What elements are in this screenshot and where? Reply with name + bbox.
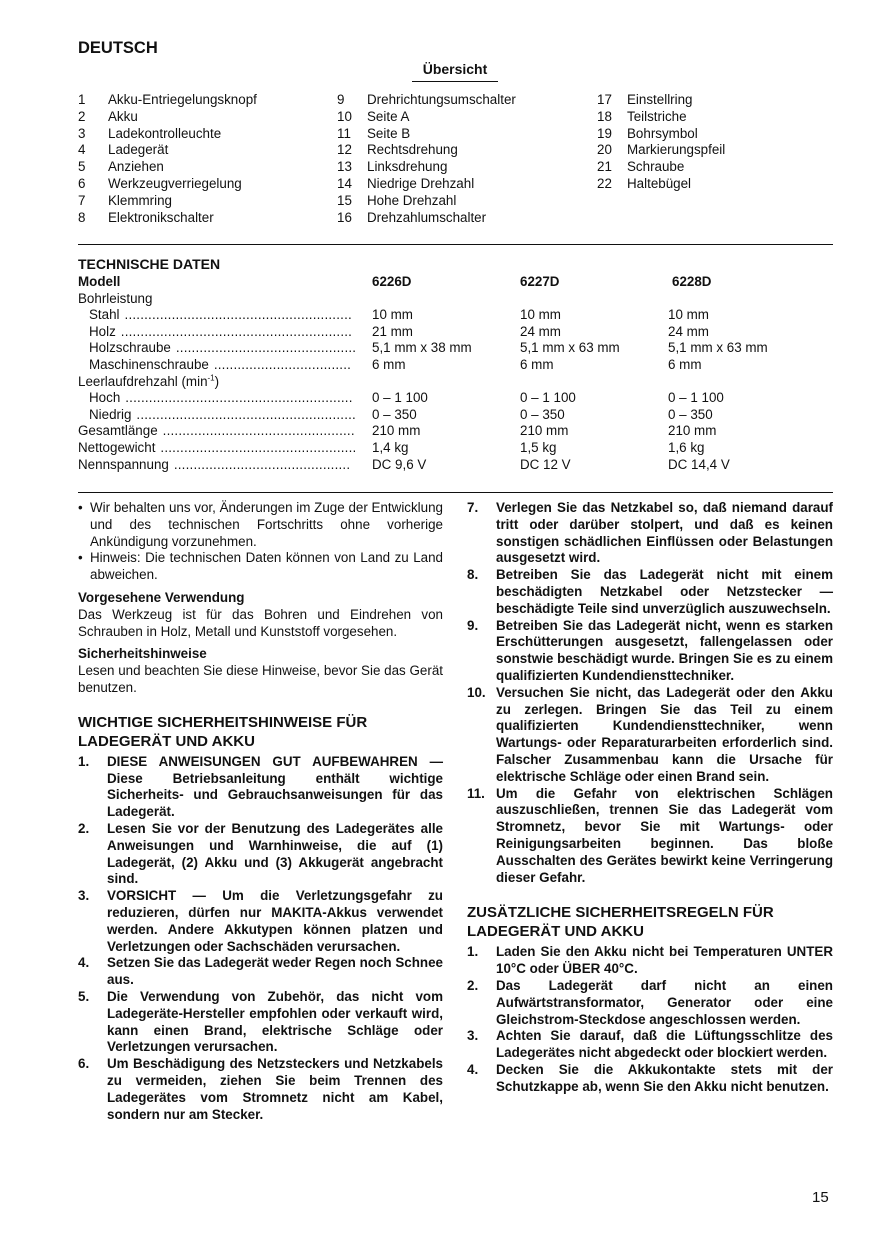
divider xyxy=(78,244,833,245)
specs-row xyxy=(78,307,838,324)
overview-item xyxy=(337,210,516,227)
overview-item xyxy=(597,109,725,126)
intended-use-title: Vorgesehene Verwendung xyxy=(78,589,245,605)
item-number: 8 xyxy=(78,209,86,225)
spec-label xyxy=(89,307,352,324)
page-number: 15 xyxy=(812,1189,829,1206)
overview-item xyxy=(597,176,725,193)
numbered-item xyxy=(467,1028,833,1062)
overview-item xyxy=(78,210,257,227)
bullet-text: Wir behalten uns vor, Änderungen im Zuge der Entwicklung und des technischen Fortschritts ohne vorherige Ankündigung vorzunehmen. xyxy=(90,500,443,549)
item-text: Betreiben Sie das Ladegerät nicht mit einem beschädigten Netzkabel oder Netzstecker — beschädigte Teile sind unverzüglich auszuwechseln. xyxy=(496,567,833,616)
item-text: DIESE ANWEISUNGEN GUT AUFBEWAHREN — Diese Betriebsanleitung enthält wichtige Sicherheits- und Gebrauchsanweisungen für das Ladegerät. xyxy=(107,753,443,820)
item-number: 2. xyxy=(467,977,479,993)
specs-row xyxy=(78,340,838,357)
item-number: 7 xyxy=(78,192,86,208)
bullet-item xyxy=(78,550,443,584)
spec-value: 10 mm xyxy=(520,307,561,323)
numbered-item xyxy=(467,500,833,567)
item-label: Werkzeugverriegelung xyxy=(108,175,242,191)
specs-header-row xyxy=(78,274,838,291)
item-label: Ladekontrolleuchte xyxy=(108,125,222,141)
overview-item xyxy=(337,126,516,143)
item-label: Akku xyxy=(108,108,138,124)
spec-label-text: Bohrleistung xyxy=(78,290,153,306)
overview-item xyxy=(78,176,257,193)
leader-dots: ............................................. xyxy=(173,456,351,472)
item-label: Linksdrehung xyxy=(367,159,448,175)
overview-column-3 xyxy=(597,92,725,193)
overview-item xyxy=(78,92,257,109)
item-number: 18 xyxy=(597,108,612,124)
additional-rules-list xyxy=(467,944,833,1095)
bullet-list xyxy=(78,500,443,584)
numbered-item xyxy=(467,685,833,786)
spec-value: 0 – 1 100 xyxy=(520,390,576,406)
spec-value: 5,1 mm x 63 mm xyxy=(668,340,768,356)
spec-value: 210 mm xyxy=(372,423,421,439)
spec-value: 0 – 350 xyxy=(372,406,417,422)
item-number: 1. xyxy=(467,944,479,960)
spec-value: 6 mm xyxy=(668,356,702,372)
section-heading: ZUSÄTZLICHE SICHERHEITSREGELN FÜR LADEGERÄT UND AKKU xyxy=(467,904,774,941)
overview-item xyxy=(78,142,257,159)
overview-item xyxy=(337,176,516,193)
numbered-item xyxy=(467,1062,833,1096)
item-number: 17 xyxy=(597,92,612,107)
item-number: 10. xyxy=(467,684,486,700)
item-number: 8. xyxy=(467,567,479,583)
leader-dots: .................................................. xyxy=(160,439,357,455)
item-number: 4 xyxy=(78,142,86,158)
overview-item xyxy=(597,142,725,159)
leader-dots: ................................................. xyxy=(162,423,355,439)
item-text: VORSICHT — Um die Verletzungsgefahr zu reduzieren, dürfen nur MAKITA-Akkus verwendet werden. Andere Akkutypen können platzen und Verletzungen oder Sachschäden verursachen. xyxy=(107,888,443,954)
overview-item xyxy=(337,92,516,109)
item-label: Drehzahlumschalter xyxy=(367,209,487,225)
specs-rows xyxy=(78,291,838,474)
spec-value: 1,5 kg xyxy=(520,439,557,455)
spec-label-text: Gesamtlänge xyxy=(78,423,158,439)
spec-label xyxy=(89,407,356,424)
leader-dots: ........................................................ xyxy=(136,406,356,422)
overview-item xyxy=(78,109,257,126)
item-number: 16 xyxy=(337,209,352,225)
item-number: 1 xyxy=(78,92,86,107)
numbered-item xyxy=(78,754,443,821)
spec-label xyxy=(89,324,352,341)
spec-value: 5,1 mm x 38 mm xyxy=(372,340,472,356)
item-label: Niedrige Drehzahl xyxy=(367,175,475,191)
spec-value: 24 mm xyxy=(520,323,561,339)
spec-label-paren: ) xyxy=(214,373,220,389)
model-name: 6227D xyxy=(520,274,560,289)
item-label: Rechtsdrehung xyxy=(367,142,458,158)
spec-value: 21 mm xyxy=(372,323,413,339)
item-label: Schraube xyxy=(627,159,685,175)
spec-value: 1,4 kg xyxy=(372,439,409,455)
overview-item xyxy=(597,92,725,109)
model-name: 6226D xyxy=(372,274,412,289)
item-number: 19 xyxy=(597,125,612,141)
item-text: Laden Sie den Akku nicht bei Temperaturen UNTER 10°C oder ÜBER 40°C. xyxy=(496,944,833,977)
specs-row xyxy=(78,374,838,391)
overview-underline xyxy=(412,81,498,82)
spec-label-text: Leerlaufdrehzahl (min xyxy=(78,373,208,389)
overview-item xyxy=(78,193,257,210)
item-number: 9. xyxy=(467,617,479,633)
item-number: 7. xyxy=(467,500,479,515)
spec-label-text: Maschinenschraube xyxy=(89,356,209,372)
leader-dots: .......................................................... xyxy=(124,307,352,323)
numbered-item xyxy=(467,567,833,617)
spec-label-text: Nettogewicht xyxy=(78,439,156,455)
spec-value: DC 12 V xyxy=(520,456,571,472)
item-text: Die Verwendung von Zubehör, das nicht vom Ladegeräte-Hersteller empfohlen oder verkauft wird, kann einen Brand, elektrische Schläge oder Verletzungen verursachen. xyxy=(107,988,443,1055)
numbered-item xyxy=(467,978,833,1028)
item-number: 1. xyxy=(78,753,90,769)
numbered-item xyxy=(467,944,833,978)
overview-item xyxy=(337,159,516,176)
item-text: Um Beschädigung des Netzsteckers und Netzkabels zu vermeiden, ziehen Sie beim Trennen des Ladegerätes vom Stromnetz nicht am Kabel, sondern nur am Stecker. xyxy=(107,1056,443,1122)
spec-value: 210 mm xyxy=(668,423,717,439)
specs-table xyxy=(78,274,838,473)
spec-label xyxy=(78,457,350,474)
item-text: Das Ladegerät darf nicht an einen Aufwärtstransformator, Generator oder eine Gleichstrom-Steckdose angeschlossen werden. xyxy=(496,977,833,1027)
item-text: Decken Sie die Akkukontakte stets mit der Schutzkappe ab, wenn Sie den Akku nicht benutzen. xyxy=(496,1061,833,1094)
item-number: 2. xyxy=(78,820,90,836)
specs-row xyxy=(78,324,838,341)
numbered-item xyxy=(78,821,443,888)
item-text: Setzen Sie das Ladegerät weder Regen noch Schnee aus. xyxy=(107,955,443,988)
specs-row xyxy=(78,407,838,424)
spec-label-text: Hoch xyxy=(89,390,121,406)
spec-value: 5,1 mm x 63 mm xyxy=(520,340,620,356)
spec-value: 0 – 1 100 xyxy=(668,390,724,406)
safety-instructions-list xyxy=(467,500,833,886)
item-text: Achten Sie darauf, daß die Lüftungsschlitze des Ladegerätes nicht abgedeckt oder blockiert werden. xyxy=(496,1028,833,1061)
item-label: Klemmring xyxy=(108,192,172,208)
spec-value: 210 mm xyxy=(520,423,569,439)
overview-item xyxy=(597,159,725,176)
left-column xyxy=(78,500,443,1123)
spec-value: 10 mm xyxy=(372,307,413,323)
item-text: Verlegen Sie das Netzkabel so, daß niemand darauf tritt oder darüber stolpert, und daß es keinen sonstigen schädlichen Einflüssen oder Belastungen ausgesetzt wird. xyxy=(496,500,833,566)
numbered-item xyxy=(78,989,443,1056)
spec-unit-exponent: -1 xyxy=(207,373,215,383)
leader-dots: ........................................................... xyxy=(120,323,353,339)
section-heading: WICHTIGE SICHERHEITSHINWEISE FÜR LADEGERÄT UND AKKU xyxy=(78,713,368,750)
bullet-marker: • xyxy=(78,500,83,515)
item-number: 3. xyxy=(467,1028,479,1044)
item-number: 22 xyxy=(597,175,612,191)
item-label: Hohe Drehzahl xyxy=(367,192,457,208)
spec-label xyxy=(78,440,356,457)
item-label: Elektronikschalter xyxy=(108,209,214,225)
right-column xyxy=(467,500,833,1096)
spec-label-text: Holz xyxy=(89,323,116,339)
item-number: 6 xyxy=(78,175,86,191)
specs-row xyxy=(78,390,838,407)
spec-value: 6 mm xyxy=(372,356,406,372)
language-heading: DEUTSCH xyxy=(78,39,158,57)
overview-item xyxy=(78,159,257,176)
overview-column-2 xyxy=(337,92,516,226)
item-number: 6. xyxy=(78,1056,90,1072)
safety-notes-text: Lesen und beachten Sie diese Hinweise, bevor Sie das Gerät benutzen. xyxy=(78,663,443,695)
specs-row xyxy=(78,440,838,457)
item-number: 2 xyxy=(78,108,86,124)
numbered-item xyxy=(467,786,833,887)
item-label: Teilstriche xyxy=(627,108,687,124)
item-number: 3. xyxy=(78,888,90,904)
model-name: 6228D xyxy=(672,274,712,289)
spec-label-text: Holzschraube xyxy=(89,340,171,356)
item-text: Lesen Sie vor der Benutzung des Ladegerätes alle Anweisungen und Warnhinweise, die auf (1) Ladegerät, (2) Akku und (3) Akkugerät angebracht sind. xyxy=(107,820,443,887)
item-number: 5 xyxy=(78,159,86,175)
item-label: Akku-Entriegelungsknopf xyxy=(108,92,257,107)
item-number: 9 xyxy=(337,92,345,107)
numbered-item xyxy=(78,1056,443,1123)
item-number: 11 xyxy=(337,125,351,141)
spec-label xyxy=(78,291,152,308)
numbered-item xyxy=(78,888,443,955)
item-number: 15 xyxy=(337,192,352,208)
specs-row xyxy=(78,357,838,374)
bullet-item xyxy=(78,500,443,550)
item-label: Seite A xyxy=(367,108,410,124)
safety-instructions-list xyxy=(78,754,443,1124)
item-label: Haltebügel xyxy=(627,175,692,191)
leader-dots: ................................... xyxy=(213,356,352,372)
spec-value: 0 – 350 xyxy=(668,406,713,422)
item-number: 20 xyxy=(597,142,612,158)
spec-label-text: Nennspannung xyxy=(78,456,169,472)
specs-row xyxy=(78,457,838,474)
spec-value: 0 – 350 xyxy=(520,406,565,422)
item-number: 5. xyxy=(78,988,90,1004)
item-number: 11. xyxy=(467,785,485,801)
safety-notes-title: Sicherheitshinweise xyxy=(78,646,207,662)
item-number: 14 xyxy=(337,175,352,191)
divider xyxy=(78,492,833,493)
specs-row xyxy=(78,423,838,440)
item-label: Drehrichtungsumschalter xyxy=(367,92,516,107)
bullet-marker: • xyxy=(78,550,83,566)
numbered-item xyxy=(78,955,443,989)
spec-label-text: Niedrig xyxy=(89,406,132,422)
item-text: Versuchen Sie nicht, das Ladegerät oder den Akku zu zerlegen. Bringen Sie das Teil zu einem qualifizierten Kundendiensttechniker, wenn Wartungs- oder Reparaturarbeiten erforderlich sind. Falscher Zusammenbau kann die Ursache für elektrische Schläge oder einen Brand sein. xyxy=(496,684,833,784)
item-label: Markierungspfeil xyxy=(627,142,726,158)
bullet-text: Hinweis: Die technischen Daten können von Land zu Land abweichen. xyxy=(90,550,443,583)
overview-column-1 xyxy=(78,92,257,226)
item-label: Seite B xyxy=(367,125,411,141)
model-label: Modell xyxy=(78,274,121,289)
item-number: 3 xyxy=(78,125,86,141)
leader-dots: .......................................................... xyxy=(125,390,353,406)
item-number: 4. xyxy=(467,1061,479,1077)
overview-item xyxy=(337,142,516,159)
overview-item xyxy=(78,126,257,143)
item-text: Betreiben Sie das Ladegerät nicht, wenn es starken Erschütterungen ausgesetzt, fallengelassen oder sonstwie beschädigt wurde. Bringen Sie es zu einem qualifizierten Kundendiensttechniker. xyxy=(496,617,833,683)
item-number: 4. xyxy=(78,955,90,971)
item-label: Bohrsymbol xyxy=(627,125,698,141)
item-number: 21 xyxy=(597,159,612,175)
spec-value: 10 mm xyxy=(668,307,709,323)
overview-item xyxy=(337,193,516,210)
item-label: Einstellring xyxy=(627,92,693,107)
spec-value: 24 mm xyxy=(668,323,709,339)
overview-item xyxy=(337,109,516,126)
spec-value: DC 9,6 V xyxy=(372,456,427,472)
spec-label xyxy=(89,390,353,407)
item-label: Anziehen xyxy=(108,159,164,175)
spec-value: 0 – 1 100 xyxy=(372,390,428,406)
specs-title: TECHNISCHE DATEN xyxy=(78,256,221,272)
item-number: 12 xyxy=(337,142,352,158)
spec-label xyxy=(78,374,219,391)
numbered-item xyxy=(467,618,833,685)
item-label: Ladegerät xyxy=(108,142,169,158)
item-number: 13 xyxy=(337,159,352,175)
overview-title: Übersicht xyxy=(422,61,488,77)
spec-value: DC 14,4 V xyxy=(668,456,730,472)
leader-dots: .............................................. xyxy=(175,340,357,356)
spec-label xyxy=(89,357,351,374)
specs-row xyxy=(78,291,838,308)
item-number: 10 xyxy=(337,108,352,124)
spec-value: 6 mm xyxy=(520,356,554,372)
intended-use-text: Das Werkzeug ist für das Bohren und Eindrehen von Schrauben in Holz, Metall und Kunststoff vorgesehen. xyxy=(78,606,443,639)
overview-item xyxy=(597,126,725,143)
spec-value: 1,6 kg xyxy=(668,439,705,455)
spec-label-text: Stahl xyxy=(89,307,120,323)
spec-label xyxy=(89,340,356,357)
item-text: Um die Gefahr von elektrischen Schlägen auszuschließen, trennen Sie das Ladegerät vom Stromnetz, bevor Sie mit Wartungs- oder Reinigungsarbeiten beginnen. Das bloße Ausschalten des Gerätes bewirkt keine Verringerung dieser Gefahr. xyxy=(496,785,833,885)
spec-label xyxy=(78,423,355,440)
